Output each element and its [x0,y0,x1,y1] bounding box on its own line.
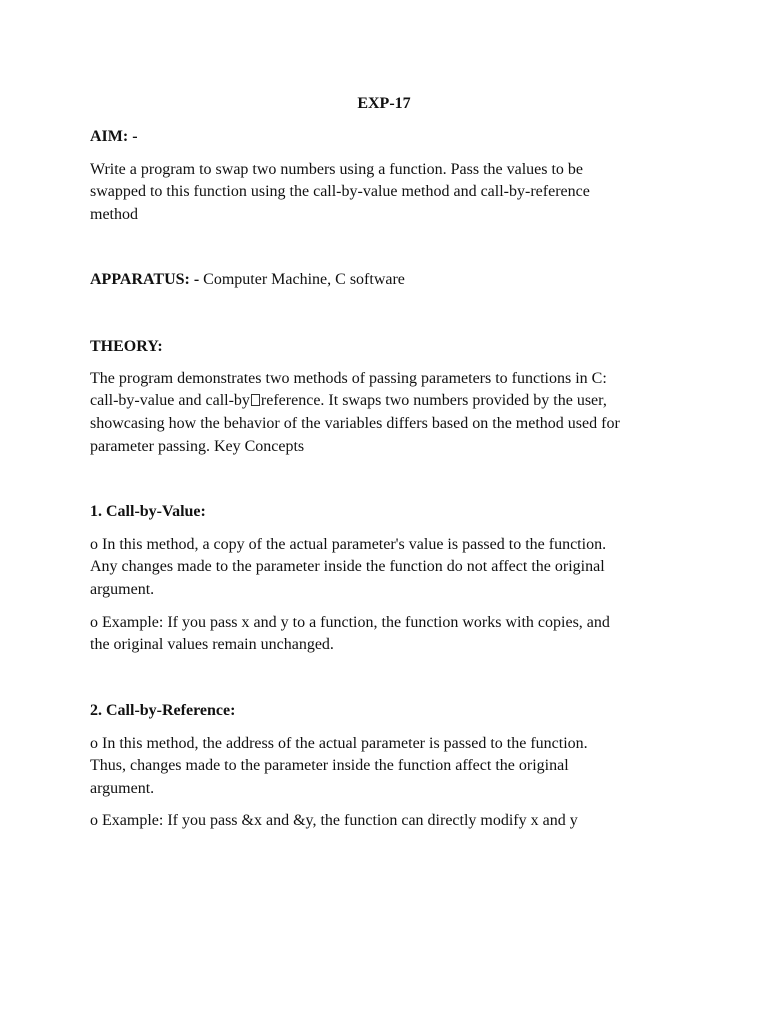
cbr-p1-line-1: o In this method, the address of the actual parameter is passed to the function. [90,735,588,752]
cbv-p2-line-1: o Example: If you pass x and y to a function, the function works with copies, and [90,614,610,631]
theory-line-2-part-1: call-by-value and call-by [90,392,250,409]
theory-line-2 [90,393,607,409]
aim-line-3: method [90,206,138,223]
apparatus-line [90,272,405,288]
cbv-p1-line-2: Any changes made to the parameter inside the function do not affect the original [90,558,605,575]
aim-line-2: swapped to this function using the call-by-value method and call-by-reference [90,183,590,200]
cbr-p1-line-2: Thus, changes made to the parameter inside the function affect the original [90,757,569,774]
aim-line-1: Write a program to swap two numbers using a function. Pass the values to be [90,161,584,178]
cbr-p1-line-3: argument. [90,780,155,797]
missing-glyph-icon [251,394,260,406]
call-by-reference-heading: 2. Call-by-Reference: [90,702,236,719]
cbv-p1-line-3: argument. [90,581,155,598]
theory-heading: THEORY: [90,338,163,355]
cbr-p2-line-1: o Example: If you pass &x and &y, the function can directly modify x and y [90,812,578,829]
cbv-p2-line-2: the original values remain unchanged. [90,636,334,653]
theory-line-4: parameter passing. Key Concepts [90,438,305,455]
apparatus-text: Computer Machine, C software [199,271,405,288]
aim-heading: AIM: - [90,128,138,145]
theory-line-1: The program demonstrates two methods of passing parameters to functions in C: [90,370,607,387]
experiment-title: EXP-17 [357,95,411,112]
call-by-value-heading: 1. Call-by-Value: [90,503,206,520]
theory-line-2-part-2: reference. It swaps two numbers provided by the user, [260,392,607,409]
apparatus-heading: APPARATUS: - [90,271,200,288]
theory-line-3: showcasing how the behavior of the variables differs based on the method used for [90,415,620,432]
cbv-p1-line-1: o In this method, a copy of the actual parameter's value is passed to the function. [90,536,607,553]
